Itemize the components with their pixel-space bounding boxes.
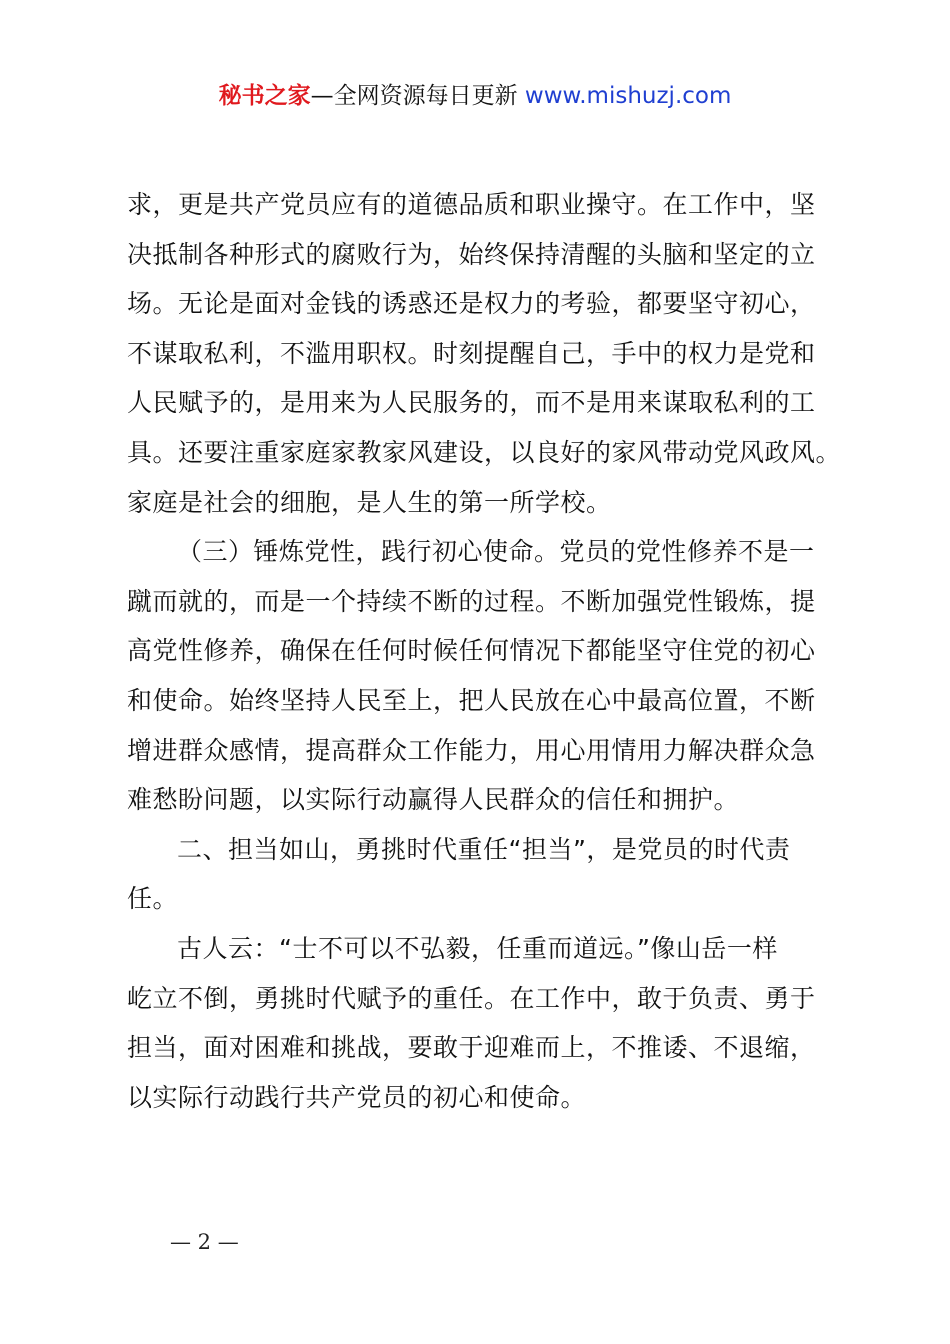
text-line: 具。还要注重家庭家教家风建设，以良好的家风带动党风政风。: [127, 437, 842, 467]
site-header: [0, 80, 950, 112]
text-line: 不谋取私利，不滥用职权。时刻提醒自己，手中的权力是党和: [127, 338, 816, 368]
page-number: — 2 —: [170, 1230, 239, 1254]
paragraph-integrity: [127, 180, 842, 527]
site-url-link[interactable]: www.mishuzj.com: [524, 83, 732, 109]
text-line: 和使命。始终坚持人民至上，把人民放在心中最高位置，不断: [127, 685, 816, 715]
text-line: 难愁盼问题，以实际行动赢得人民群众的信任和拥护。: [127, 785, 740, 815]
paragraph-party-spirit: [127, 527, 833, 825]
document-body: [127, 180, 842, 1122]
text-line: 以实际行动践行共产党员的初心和使命。: [127, 1082, 587, 1112]
text-line: 增进群众感情，提高群众工作能力，用心用情用力解决群众急: [127, 735, 816, 765]
text-line: 蹴而就的，而是一个持续不断的过程。不断加强党性锻炼，提: [127, 586, 816, 616]
text-line: （三）锤炼党性，践行初心使命。党员的党性修养不是一: [177, 537, 815, 567]
text-line: 求，更是共产党员应有的道德品质和职业操守。在工作中，坚: [127, 190, 816, 219]
text-line: 人民赋予的，是用来为人民服务的，而不是用来谋取私利的工: [127, 388, 816, 418]
text-line: 场。无论是面对金钱的诱惑还是权力的考验，都要坚守初心，: [127, 289, 816, 319]
brand-name: 秘书之家: [218, 83, 311, 109]
text-line: 决抵制各种形式的腐败行为，始终保持清醒的头脑和坚定的立: [127, 239, 816, 269]
text-line: 屹立不倒，勇挑时代赋予的重任。在工作中，敢于负责、勇于: [127, 983, 816, 1013]
text-line: 二、担当如山，勇挑时代重任“担当”，是党员的时代责: [177, 834, 791, 864]
section-heading-responsibility: [127, 825, 833, 924]
text-line: 任。: [127, 884, 179, 914]
text-line: 高党性修养，确保在任何时候任何情况下都能坚守住党的初心: [127, 636, 816, 666]
text-line: 家庭是社会的细胞，是人生的第一所学校。: [127, 487, 612, 517]
text-line: 古人云：“士不可以不弘毅，任重而道远。”像山岳一样: [177, 933, 778, 963]
paragraph-ancient-quote: [127, 924, 833, 1122]
header-tagline: —全网资源每日更新: [310, 83, 518, 109]
text-line: 担当，面对困难和挑战，要敢于迎难而上，不推诿、不退缩，: [127, 1033, 816, 1063]
